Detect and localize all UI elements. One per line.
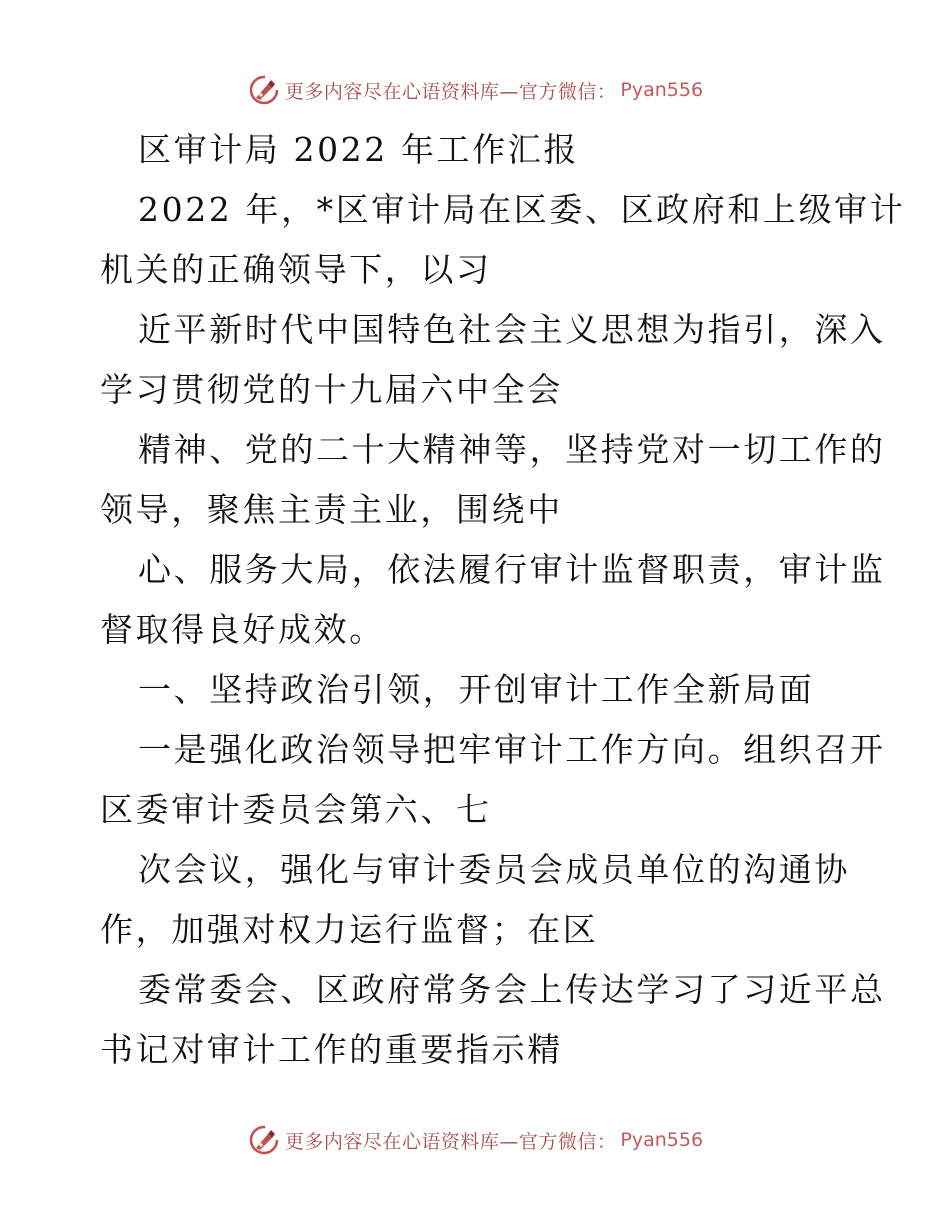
paragraph-line: 2022 年，*区审计局在区委、区政府和上级审计: [138, 190, 906, 229]
banner-text: 更多内容尽在心语资料库—官方微信：: [284, 1130, 617, 1153]
footer-watermark-banner: [0, 1120, 950, 1160]
paragraph-line: 学习贯彻党的十九届六中全会: [100, 370, 563, 409]
paragraph-line: 委常委会、区政府常务会上传达学习了习近平总: [138, 970, 886, 1009]
paragraph-line: 机关的正确领导下，以习: [100, 250, 492, 289]
pen-nib-swirl-icon: [247, 1123, 281, 1157]
paragraph-line: 心、服务大局，依法履行审计监督职责，审计监: [138, 550, 886, 589]
paragraph-line: 书记对审计工作的重要指示精: [100, 1030, 563, 1069]
paragraph-line: 一是强化政治领导把牢审计工作方向。组织召开: [138, 730, 886, 769]
pen-nib-swirl-icon: [247, 73, 281, 107]
section-heading: 一、坚持政治引领，开创审计工作全新局面: [138, 670, 815, 709]
paragraph-line: 次会议，强化与审计委员会成员单位的沟通协: [138, 850, 850, 889]
document-body: [100, 120, 906, 1080]
banner-wechat-handle: Pyan556: [620, 79, 704, 101]
paragraph-line: 精神、党的二十大精神等，坚持党对一切工作的: [138, 430, 886, 469]
paragraph-line: 督取得良好成效。: [100, 610, 385, 649]
paragraph-line: 区委审计委员会第六、七: [100, 790, 492, 829]
header-watermark-banner: [0, 70, 950, 110]
paragraph-line: 领导，聚焦主责主业，围绕中: [100, 490, 563, 529]
banner-wechat-handle: Pyan556: [620, 1129, 704, 1151]
banner-text: 更多内容尽在心语资料库—官方微信：: [284, 80, 617, 103]
paragraph-line: 作，加强对权力运行监督；在区: [100, 910, 599, 949]
paragraph-line: 近平新时代中国特色社会主义思想为指引，深入: [138, 310, 886, 349]
document-title: 区审计局 2022 年工作汇报: [138, 130, 579, 169]
